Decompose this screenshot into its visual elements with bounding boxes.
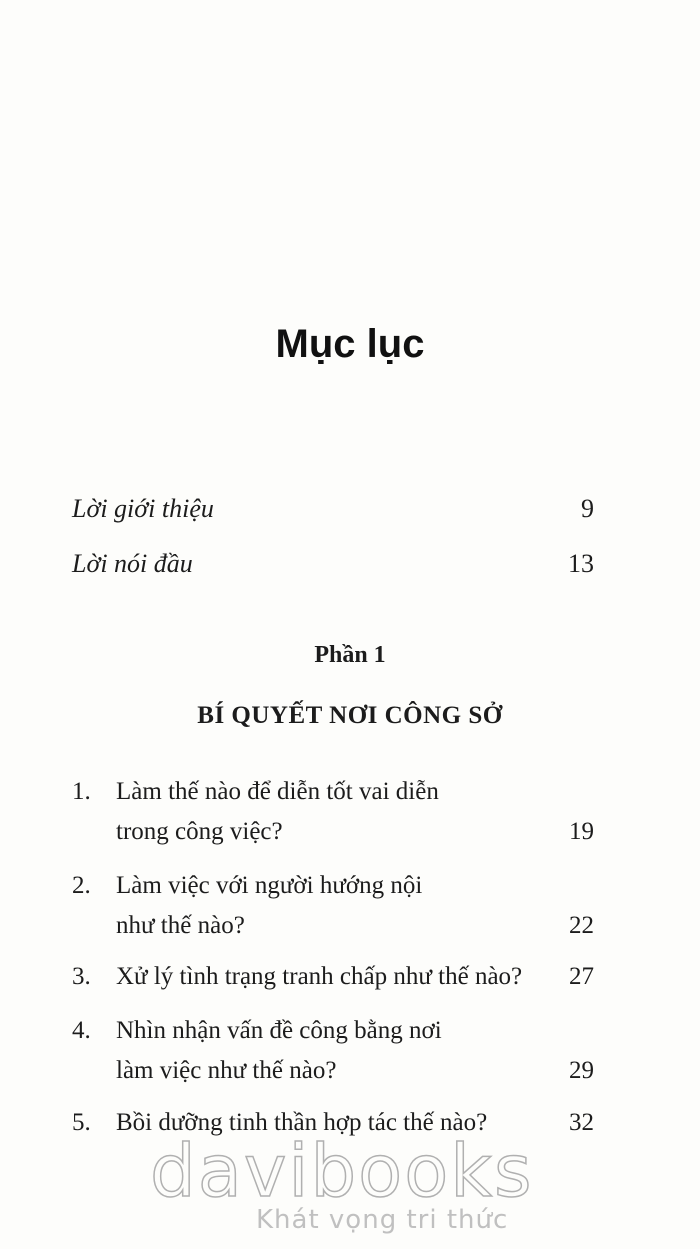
toc-entry-title (116, 772, 546, 852)
part-label: Phần 1 (314, 642, 386, 668)
toc-page-number: 13 (568, 549, 594, 578)
toc-page-number: 9 (581, 494, 594, 523)
toc-item-label: Lời nói đầu (72, 549, 193, 578)
toc-entry-line: như thế nào? (116, 912, 245, 939)
toc-page-number: 27 (569, 963, 594, 990)
toc-entry-index: 3. (72, 963, 91, 990)
toc-entry-index: 2. (72, 872, 91, 899)
toc-entry-line: làm việc như thế nào? (116, 1057, 337, 1084)
toc-entry-line: trong công việc? (116, 818, 283, 845)
toc-entry-index: 1. (72, 778, 91, 805)
toc-entry-line: Xử lý tình trạng tranh chấp như thế nào? (116, 963, 523, 990)
toc-front-item-preface (72, 548, 594, 580)
toc-front-item-introduction (72, 493, 594, 525)
toc-page-number: 19 (569, 818, 594, 845)
toc-page-number: 29 (569, 1057, 594, 1084)
toc-entry-title (116, 866, 546, 946)
toc-page-number: 32 (569, 1109, 594, 1136)
toc-item-label: Lời giới thiệu (72, 494, 214, 523)
toc-entry-index: 5. (72, 1109, 91, 1136)
watermark-slogan: Khát vọng tri thức (256, 1205, 509, 1235)
toc-entry-title (116, 957, 546, 997)
toc-entry-line: Bồi dưỡng tinh thần hợp tác thế nào? (116, 1109, 488, 1136)
watermark-brand: davibooks (150, 1129, 534, 1213)
toc-page-number: 22 (569, 912, 594, 939)
part-title: BÍ QUYẾT NƠI CÔNG SỞ (197, 702, 503, 729)
toc-entry-line: Nhìn nhận vấn đề công bằng nơi (116, 1017, 442, 1044)
page-title: Mục lục (275, 322, 425, 366)
toc-entry-title (116, 1011, 546, 1091)
toc-entry-line: Làm thế nào để diễn tốt vai diễn (116, 778, 439, 805)
toc-entry-line: Làm việc với người hướng nội (116, 872, 423, 899)
toc-entry-index: 4. (72, 1017, 91, 1044)
